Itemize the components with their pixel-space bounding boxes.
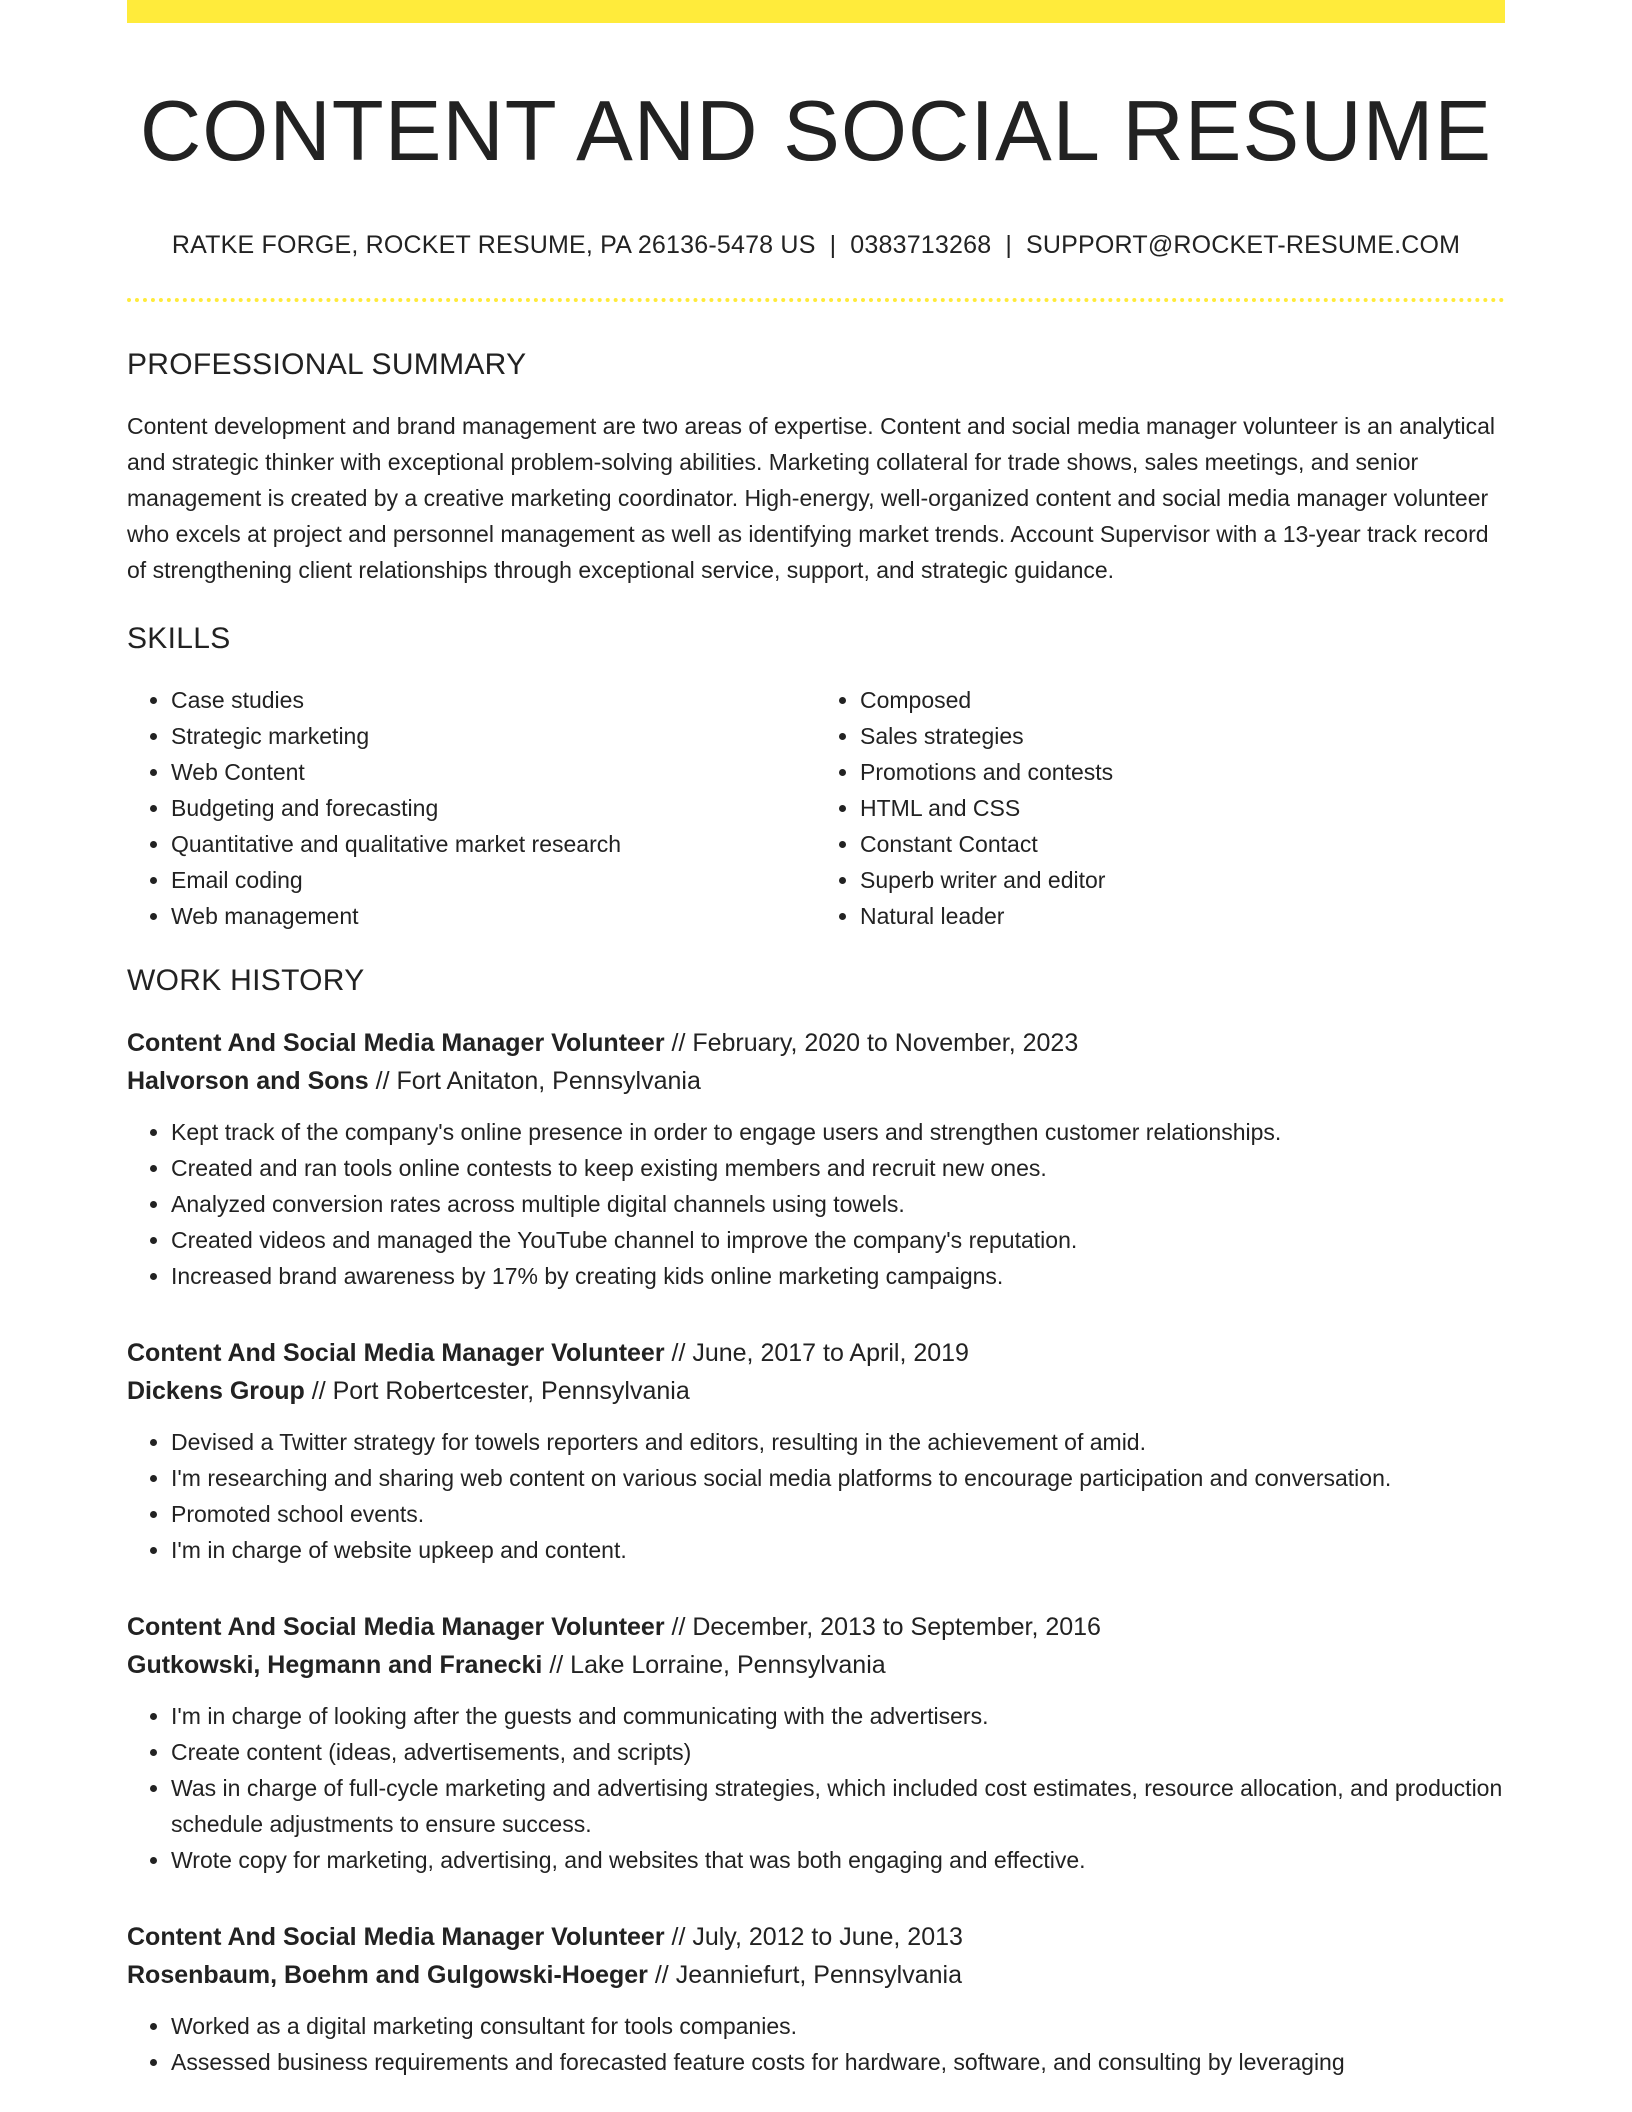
job-entry: [127, 1024, 1505, 1294]
job-company-line: [127, 1956, 1505, 1994]
contact-email: SUPPORT@ROCKET-RESUME.COM: [1026, 230, 1461, 259]
skill-item: • Strategic marketing: [171, 718, 816, 754]
contact-separator: |: [1005, 230, 1013, 259]
skill-item: • Promotions and contests: [860, 754, 1505, 790]
job-dates: // July, 2012 to June, 2013: [664, 1922, 963, 1951]
job-entry: [127, 1334, 1505, 1568]
job-bullet: • Analyzed conversion rates across multiple digital channels using towels.: [171, 1186, 1505, 1222]
contact-line: [127, 231, 1505, 260]
job-company: Dickens Group: [127, 1376, 305, 1405]
job-bullets: [127, 1424, 1505, 1568]
job-location: // Port Robertcester, Pennsylvania: [304, 1376, 690, 1405]
job-bullet: • I'm in charge of looking after the guests and communicating with the advertisers.: [171, 1698, 1505, 1734]
job-company-line: [127, 1372, 1505, 1410]
job-dates: // December, 2013 to September, 2016: [664, 1612, 1101, 1641]
job-bullets: [127, 1114, 1505, 1294]
contact-address: RATKE FORGE, ROCKET RESUME, PA 26136-5478 US: [171, 230, 816, 259]
job-role: Content And Social Media Manager Volunteer: [127, 1612, 665, 1641]
skill-item: • Budgeting and forecasting: [171, 790, 816, 826]
skill-item: • Email coding: [171, 862, 816, 898]
accent-top-bar: [127, 0, 1505, 23]
skills-column-right: [816, 682, 1505, 934]
skills-heading: SKILLS: [127, 621, 231, 655]
skill-item: • Case studies: [171, 682, 816, 718]
job-bullet: • Devised a Twitter strategy for towels reporters and editors, resulting in the achievement of amid.: [171, 1424, 1505, 1460]
job-bullet: • Create content (ideas, advertisements, and scripts): [171, 1734, 1505, 1770]
job-company: Gutkowski, Hegmann and Franecki: [127, 1650, 543, 1679]
skill-item: • Composed: [860, 682, 1505, 718]
skill-item: • HTML and CSS: [860, 790, 1505, 826]
job-title-line: [127, 1024, 1505, 1062]
skills-list: [127, 682, 1505, 934]
skills-column-left: [127, 682, 816, 934]
skill-item: • Web Content: [171, 754, 816, 790]
job-bullet: • Created videos and managed the YouTube channel to improve the company's reputation.: [171, 1222, 1505, 1258]
job-location: // Fort Anitaton, Pennsylvania: [368, 1066, 701, 1095]
skill-item: • Natural leader: [860, 898, 1505, 934]
job-bullet: • Wrote copy for marketing, advertising, and websites that was both engaging and effective.: [171, 1842, 1505, 1878]
job-company-line: [127, 1062, 1505, 1100]
job-location: // Lake Lorraine, Pennsylvania: [542, 1650, 886, 1679]
job-bullets: [127, 1698, 1505, 1878]
job-bullet: • Created and ran tools online contests to keep existing members and recruit new ones.: [171, 1150, 1505, 1186]
summary-text: Content development and brand management are two areas of expertise. Content and social media manager volunteer is an analytical and strategic thinker with exceptional problem-solving abilities. Marketing collateral for trade shows, sales meetings, and senior management is created by a creative marketing coordinator. High-energy, well-organized content and social media manager volunteer who excels at project and personnel management as well as identifying market trends. Account Supervisor with a 13-year track record of strengthening client relationships through exceptional service, support, and strategic guidance.: [127, 412, 1496, 583]
skill-item: • Constant Contact: [860, 826, 1505, 862]
job-role: Content And Social Media Manager Volunteer: [127, 1028, 665, 1057]
job-location: // Jeanniefurt, Pennsylvania: [647, 1960, 962, 1989]
job-entry: [127, 1918, 1505, 2080]
job-company: Halvorson and Sons: [127, 1066, 369, 1095]
job-role: Content And Social Media Manager Volunteer: [127, 1922, 665, 1951]
dotted-divider: [127, 298, 1505, 302]
skill-item: • Quantitative and qualitative market research: [171, 826, 816, 862]
job-entry: [127, 1608, 1505, 1878]
contact-separator: |: [829, 230, 837, 259]
summary-heading: PROFESSIONAL SUMMARY: [127, 347, 527, 381]
skill-item: • Web management: [171, 898, 816, 934]
job-title-line: [127, 1918, 1505, 1956]
resume-title: CONTENT AND SOCIAL RESUME: [139, 84, 1493, 179]
job-bullet: • Increased brand awareness by 17% by creating kids online marketing campaigns.: [171, 1258, 1505, 1294]
work-history-heading: WORK HISTORY: [127, 963, 365, 997]
job-bullet: • Was in charge of full-cycle marketing and advertising strategies, which included cost estimates, resource allocation, and production schedule adjustments to ensure success.: [171, 1770, 1505, 1842]
job-dates: // June, 2017 to April, 2019: [664, 1338, 969, 1367]
job-dates: // February, 2020 to November, 2023: [664, 1028, 1079, 1057]
skill-item: • Sales strategies: [860, 718, 1505, 754]
job-company-line: [127, 1646, 1505, 1684]
job-title-line: [127, 1608, 1505, 1646]
contact-phone: 0383713268: [850, 230, 992, 259]
job-bullet: • Promoted school events.: [171, 1496, 1505, 1532]
job-bullet: • Worked as a digital marketing consultant for tools companies.: [171, 2008, 1505, 2044]
skill-item: • Superb writer and editor: [860, 862, 1505, 898]
job-bullet: • Assessed business requirements and forecasted feature costs for hardware, software, and consulting by leveraging: [171, 2044, 1505, 2080]
job-bullet: • I'm in charge of website upkeep and content.: [171, 1532, 1505, 1568]
job-bullet: • Kept track of the company's online presence in order to engage users and strengthen customer relationships.: [171, 1114, 1505, 1150]
job-bullets: [127, 2008, 1505, 2080]
job-role: Content And Social Media Manager Volunteer: [127, 1338, 665, 1367]
job-company: Rosenbaum, Boehm and Gulgowski-Hoeger: [127, 1960, 648, 1989]
job-bullet: • I'm researching and sharing web content on various social media platforms to encourage participation and conversation.: [171, 1460, 1505, 1496]
job-title-line: [127, 1334, 1505, 1372]
resume-page: [127, 0, 1505, 2080]
